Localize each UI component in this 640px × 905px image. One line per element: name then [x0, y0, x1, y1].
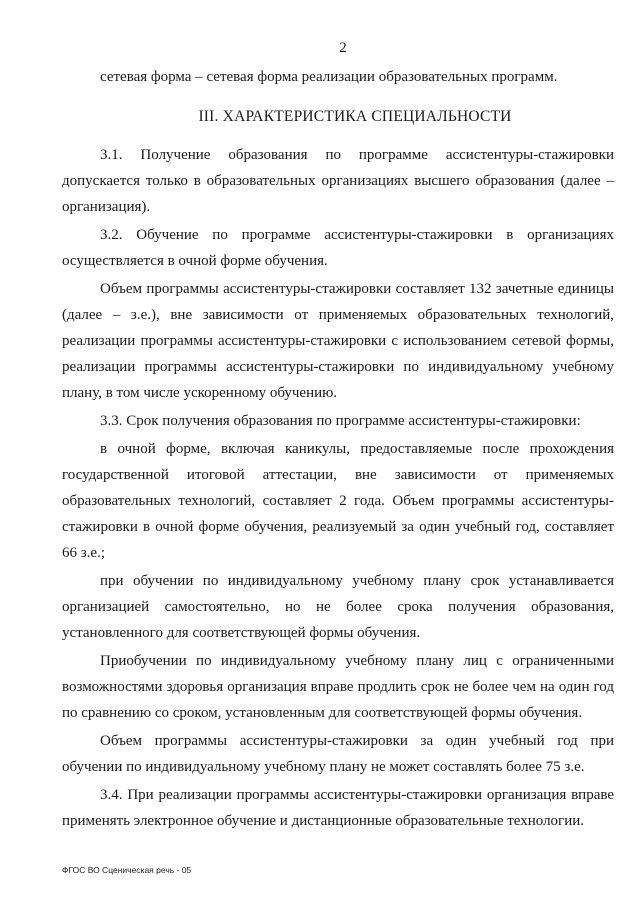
paragraph-3-4: 3.4. При реализации программы ассистентуры-стажировки организация вправе применять электронное обучение и дистанционные образовательные технологии. [62, 787, 614, 829]
paragraph-3-3: 3.3. Срок получения образования по программе ассистентуры-стажировки: [100, 413, 581, 429]
paragraph-individual-plan: при обучении по индивидуальному учебному плану срок устанавливается организацией самостоятельно, но не более срока получения образования, установленного для соответствующей формы обучения. [62, 573, 614, 641]
paragraph-full-time: в очной форме, включая каникулы, предоставляемые после прохождения государственной итоговой аттестации, вне зависимости от применяемых образовательных технологий, составляет 2 года. Объем программы ассистентуры-стажировки в очной форме обучения, реализуемый за один учебный год, составляет 66 з.е.; [62, 441, 614, 561]
page-number: 2 [339, 40, 347, 56]
paragraph-annual-volume: Объем программы ассистентуры-стажировки за один учебный год при обучении по индивидуальному учебному плану не может составлять более 75 з.е. [62, 733, 614, 775]
paragraph-volume: Объем программы ассистентуры-стажировки составляет 132 зачетные единицы (далее – з.е.), вне зависимости от применяемых образовательных технологий, реализации программы ассистентуры-стажировки с использованием сетевой формы, реализации программы ассистентуры-стажировки по индивидуальному учебному плану, в том числе ускоренному обучению. [62, 281, 614, 401]
footer-code: ФГОС ВО Сценическая речь - 05 [62, 865, 192, 875]
definition-line: сетевая форма – сетевая форма реализации образовательных программ. [100, 69, 558, 85]
section-heading: III. ХАРАКТЕРИСТИКА СПЕЦИАЛЬНОСТИ [198, 108, 512, 125]
paragraph-3-2: 3.2. Обучение по программе ассистентуры-стажировки в организациях осуществляется в очной форме обучения. [62, 227, 614, 269]
document-body [62, 64, 614, 836]
paragraph-3-1: 3.1. Получение образования по программе ассистентуры-стажировки допускается только в образовательных организациях высшего образования (далее – организация). [62, 147, 614, 215]
paragraph-disabilities: Приобучении по индивидуальному учебному плану лиц с ограниченными возможностями здоровья организация вправе продлить срок не более чем на один год по сравнению со сроком, установленным для соответствующей формы обучения. [62, 653, 614, 721]
